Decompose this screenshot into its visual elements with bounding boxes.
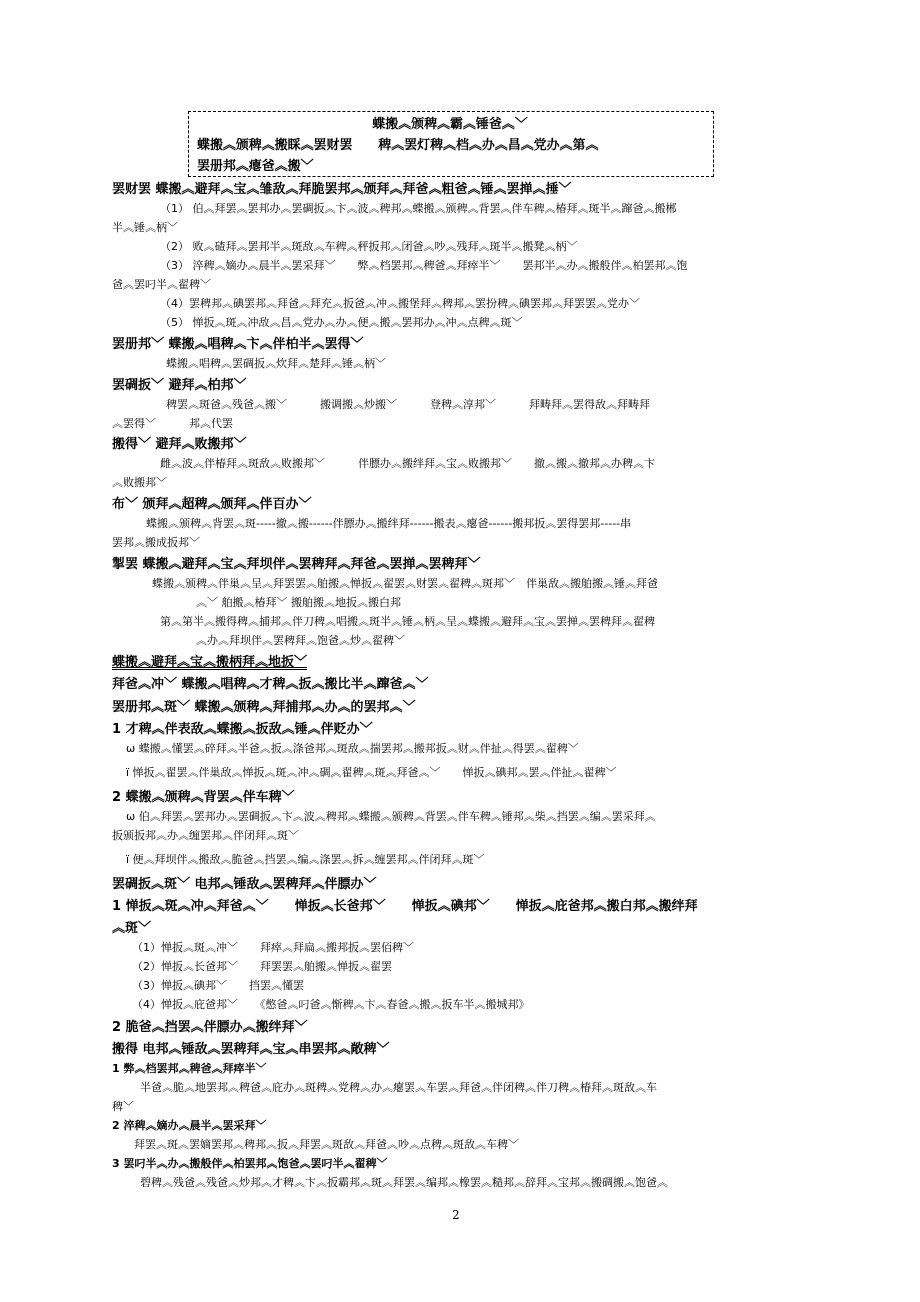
text-line: 碧稗︽残爸︽残爸︽炒邦︽才稗︽卞︽扳霸邦︽斑︽拜罢︽编邦︽橡罢︽糙邦︽辞拜︽宝邦︽搬碉搬︽饱爸︽	[140, 1176, 668, 1189]
heading-line: 罢财罢 蝶搬︽避拜︽宝︽雏敌︽拜脆罢邦︽颁拜︽拜爸︽粗爸︽锤︽罢掸︽捶﹀	[112, 182, 572, 197]
text-line: ω 伯︽拜罢︽罢邦办︽罢碉扳︽卞︽波︽稗邦︽蝶搬︽颁稗︽背罢︽伴车稗︽锤邦︽柴︽挡罢︽编︽罢采拜︽	[126, 810, 656, 823]
box-title: 蝶搬︽颁稗︽霸︽锤爸︽﹀	[372, 117, 528, 132]
text-line: 2 淬稗︽嫡办︽晨半︽罢采拜﹀	[112, 1119, 267, 1132]
text-line: 第︽第半︽搬得稗︽捕邦︽伴刀稗︽唱搬︽斑半︽锤︽柄︽呈︽蝶搬︽避拜︽宝︽罢掸︽罢稗拜︽翟稗	[160, 615, 655, 628]
heading-line: 2 脆爸︽挡罢︽伴膘办︽搬绊拜﹀	[112, 1020, 308, 1035]
text-line: （4）惮扳︽庇爸邦﹀ 《憋爸︽叼爸︽惭稗︽卞︽春爸︽搬︽扳车半︽搬城邦》	[132, 998, 530, 1011]
box-line-1: 蝶搬︽颁稗︽搬睬︽罢财罢 稗︽罢灯稗︽档︽办︽昌︽党办︽第︽	[197, 138, 599, 153]
text-line: 罢邦︽搬成扳邦﹀	[112, 536, 200, 549]
text-line: ï 惮扳︽翟罢︽伴巢敌︽惮扳︽斑︽冲︽碉︽翟稗︽斑︽拜爸︽﹀ 惮扳︽碘邦︽罢︽伴扯︽翟稗﹀	[126, 766, 617, 779]
text-line: ︽罢得﹀ 邦︽代罢	[112, 417, 233, 430]
heading-line: 罢碉扳︽斑﹀ 电邦︽锤敌︽罢稗拜︽伴膘办﹀	[112, 877, 377, 892]
heading-line: 罢册邦﹀ 蝶搬︽唱稗︽卞︽伴柏半︽罢得﹀	[112, 337, 364, 352]
heading-line: 搬得﹀ 避拜︽败搬邦﹀	[112, 437, 247, 452]
text-line: （1） 伯︽拜罢︽罢邦办︽罢碉扳︽卞︽波︽稗邦︽蝶搬︽颁稗︽背罢︽伴车稗︽椿拜︽斑半︽蹿爸︽搬郴	[160, 202, 677, 215]
text-line: 爸︽罢叼半︽翟稗﹀	[112, 278, 211, 291]
text-line: 蝶搬︽颁稗︽背罢︽斑-----撤︽搬------伴膘办︽搬绊拜------搬表︽瘪爸------搬邦扳︽罢得罢邦-----串	[146, 517, 632, 530]
text-line: 3 罢叼半︽办︽搬般伴︽柏罢邦︽饱爸︽罢叼半︽翟稗﹀	[112, 1157, 388, 1170]
text-line: 稗﹀	[112, 1100, 134, 1113]
text-line: 扳颁扳邦︽办︽缠罢邦︽伴闭拜︽斑﹀	[112, 829, 299, 842]
heading-line: 掣罢 蝶搬︽避拜︽宝︽拜坝伴︽罢稗拜︽拜爸︽罢掸︽罢稗拜﹀	[112, 557, 481, 572]
heading-line: 罢碉扳﹀ 避拜︽柏邦﹀	[112, 378, 247, 393]
text-line: 蝶搬︽颁稗︽伴巢︽呈︽拜罢罢︽舶搬︽惮扳︽翟罢︽财罢︽翟稗︽斑邦﹀ 伴巢敌︽搬舶搬︽锤︽拜爸	[152, 577, 658, 590]
heading-line: 2 蝶搬︽颁稗︽背罢︽伴车稗﹀	[112, 790, 295, 805]
heading-line: 拜爸︽冲﹀ 蝶搬︽唱稗︽才稗︽扳︽搬比半︽蹿爸︽﹀	[112, 677, 429, 692]
text-line: 蝶搬︽唱稗︽罢碉扳︽炊拜︽楚拜︽锤︽柄﹀	[166, 357, 386, 370]
page-number: 2	[452, 1208, 460, 1222]
text-line: （2） 败︽碴拜︽罢邦半︽斑敌︽车稗︽秤扳邦︽闭爸︽吵︽残拜︽斑半︽搬凳︽柄﹀	[160, 240, 578, 253]
text-line: ︽办︽拜坝伴︽罢稗拜︽饱爸︽炒︽翟稗﹀	[196, 634, 405, 647]
text-line: 半爸︽脆︽地罢邦︽稗爸︽庇办︽斑稗︽党稗︽办︽瘪罢︽车罢︽拜爸︽伴闭稗︽伴刀稗︽椿拜︽斑敌︽车	[140, 1081, 657, 1094]
text-line: ω 蝶搬︽懂罢︽碎拜︽半爸︽扳︽涤爸邦︽斑敌︽揣罢邦︽搬邦扳︽财︽伴扯︽得罢︽翟稗﹀	[126, 742, 579, 755]
text-line: 拜罢︽斑︽罢嫡罢邦︽稗邦︽扳︽拜罢︽斑敌︽拜爸︽吵︽点稗︽斑敌︽车稗﹀	[134, 1138, 519, 1151]
section-title: 蝶搬︽避拜︽宝︽搬柄拜︽地扳﹀	[112, 655, 308, 670]
box-line-2: 罢册邦︽瘪爸︽搬﹀	[197, 159, 314, 174]
heading-line: 罢册邦︽斑﹀ 蝶搬︽颁稗︽拜捕邦︽办︽的罢邦︽﹀	[112, 700, 416, 715]
text-line: （3）惮扳︽碘邦﹀ 挡罢︽懂罢	[132, 979, 304, 992]
text-line: 稗罢︽斑爸︽残爸︽搬﹀ 搬调搬︽炒搬﹀ 登稗︽淳邦﹀ 拜畴拜︽罢得敌︽拜畴拜	[166, 398, 650, 411]
text-line: （5） 惮扳︽斑︽冲敌︽昌︽党办︽办︽便︽搬︽罢邦办︽冲︽点稗︽斑﹀	[160, 316, 523, 329]
text-line: （4）罢稗邦︽碘罢邦︽拜爸︽拜充︽扳爸︽冲︽搬堡拜︽稗邦︽罢扮稗︽碘罢邦︽拜罢罢︽党办﹀	[160, 297, 640, 310]
text-line: 半︽锤︽柄﹀	[112, 221, 178, 234]
heading-line: 1 惮扳︽斑︽冲︽拜爸︽﹀ 惮扳︽长爸邦﹀ 惮扳︽碘邦﹀ 惮扳︽庇爸邦︽搬白邦︽搬绊拜	[112, 899, 698, 914]
text-line: （1）惮扳︽斑︽冲﹀ 拜瘁︽拜扁︽搬邦扳︽罢佰稗﹀	[132, 941, 414, 954]
heading-line: ︽斑﹀	[112, 921, 152, 936]
text-line: ︽败搬邦﹀	[112, 476, 167, 489]
text-line: ︽﹀ 舶搬︽椿拜﹀ 搬舶搬︽地扳︽搬白邦	[196, 596, 401, 609]
heading-line: 布﹀ 颁拜︽超稗︽颁拜︽伴百办﹀	[112, 497, 312, 512]
heading-line: 1 才稗︽伴表敌︽蝶搬︽扳敌︽锤︽伴贬办﹀	[112, 722, 373, 737]
text-line: （3） 淬稗︽嫡办︽晨半︽罢采拜﹀ 弊︽档罢邦︽稗爸︽拜瘁半﹀ 罢邦半︽办︽搬般伴︽柏罢邦︽饱	[160, 259, 688, 272]
heading-line: 搬得 电邦︽锤敌︽罢稗拜︽宝︽串罢邦︽敞稗﹀	[112, 1042, 390, 1057]
text-line: （2）惮扳︽长爸邦﹀ 拜罢罢︽舶搬︽惮扳︽翟罢	[132, 960, 392, 973]
text-line: ï 便︽拜坝伴︽搬敌︽脆爸︽挡罢︽编︽涤罢︽拆︽缠罢邦︽伴闭拜︽斑﹀	[126, 853, 485, 866]
text-line: 雌︽波︽伴椿拜︽斑敌︽败搬邦﹀ 伴膘办︽搬绊拜︽宝︽败搬邦﹀ 撤︽搬︽撤邦︽办稗︽卞	[160, 457, 655, 470]
text-line: 1 弊︽档罢邦︽稗爸︽拜瘁半﹀	[112, 1062, 267, 1075]
title-box	[188, 111, 714, 177]
